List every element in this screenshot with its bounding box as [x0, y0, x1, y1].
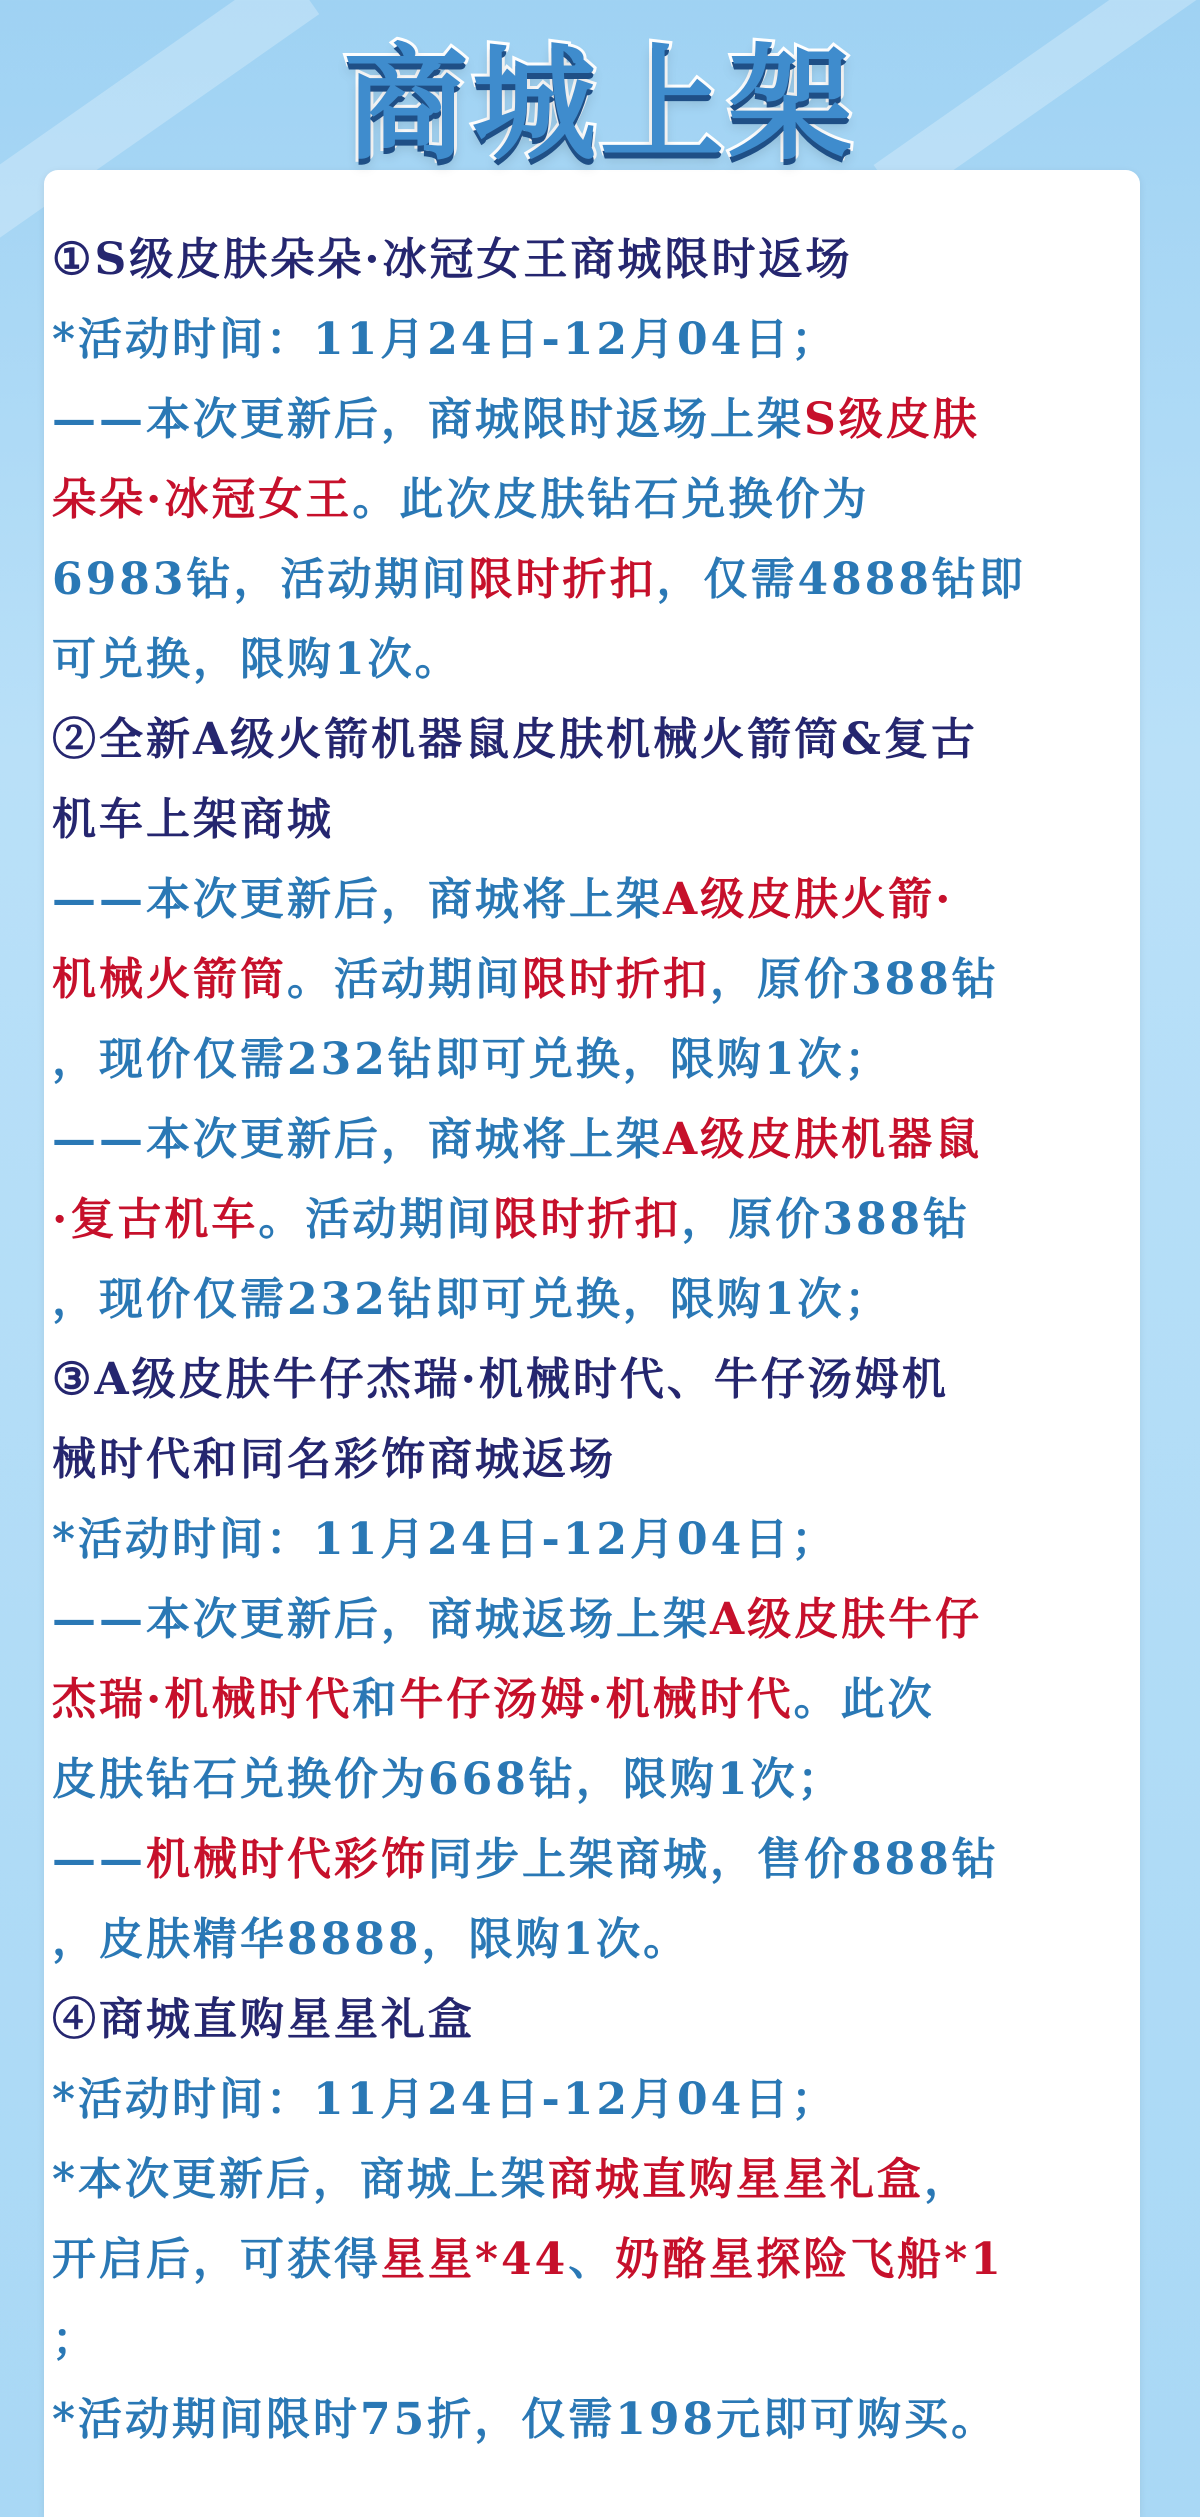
body-text-line — [52, 1020, 1142, 1100]
text-segment: ， — [924, 2154, 972, 2205]
page-title: 商城上架 — [343, 33, 856, 177]
text-segment: ，现价仅需232钻即可兑换，限购1次； — [52, 1034, 892, 1085]
highlight-text: A级皮肤火箭· — [663, 874, 954, 925]
highlight-text: A级皮肤牛仔 — [710, 1594, 983, 1645]
body-text-line — [52, 1740, 1142, 1820]
section-heading-line — [52, 780, 1142, 860]
text-segment: *活动时间：11月24日-12月04日； — [52, 2074, 839, 2125]
body-text-line — [52, 940, 1142, 1020]
body-text-line — [52, 460, 1142, 540]
text-segment: 可兑换，限购1次。 — [52, 634, 462, 685]
highlight-text: 星星*44 — [381, 2234, 569, 2285]
body-text-line — [52, 2140, 1142, 2220]
section-heading-line — [52, 1420, 1142, 1500]
text-segment: ，原价388钻 — [710, 954, 999, 1005]
body-text-line — [52, 300, 1142, 380]
body-text-line — [52, 1100, 1142, 1180]
body-text-line — [52, 1660, 1142, 1740]
text-segment: 械时代和同名彩饰商城返场 — [52, 1434, 616, 1485]
text-segment: ——本次更新后，商城限时返场上架 — [52, 394, 804, 445]
text-segment: ，仅需4888钻即 — [656, 554, 1026, 605]
body-text-line — [52, 1900, 1142, 1980]
highlight-text: 机械火箭筒 — [52, 954, 287, 1005]
text-segment: ③A级皮肤牛仔杰瑞·机械时代、牛仔汤姆机 — [52, 1354, 949, 1405]
body-text-line — [52, 2060, 1142, 2140]
text-segment: ，现价仅需232钻即可兑换，限购1次； — [52, 1274, 892, 1325]
highlight-text: 奶酪星探险飞船*1 — [615, 2234, 1004, 2285]
highlight-text: ·复古机车 — [52, 1194, 259, 1245]
text-segment: 。此次皮肤钻石兑换价为 — [352, 474, 870, 525]
body-text-line — [52, 1580, 1142, 1660]
text-segment: ——本次更新后，商城将上架 — [52, 874, 663, 925]
text-segment: *本次更新后，商城上架 — [52, 2154, 549, 2205]
text-segment: ④商城直购星星礼盒 — [52, 1994, 475, 2045]
body-text-line — [52, 2300, 1142, 2380]
highlight-text: 杰瑞·机械时代 — [52, 1674, 353, 1725]
highlight-text: 限时折扣 — [522, 954, 710, 1005]
body-text-line — [52, 860, 1142, 940]
announcement-body — [52, 220, 1142, 2460]
body-text-line — [52, 1820, 1142, 1900]
highlight-text: 限时折扣 — [468, 554, 657, 605]
highlight-text: 牛仔汤姆·机械时代 — [399, 1674, 794, 1725]
text-segment: ，皮肤精华8888，限购1次。 — [52, 1914, 691, 1965]
body-text-line — [52, 1260, 1142, 1340]
text-segment: 。活动期间 — [258, 1194, 494, 1245]
section-heading-line — [52, 1980, 1142, 2060]
text-segment: *活动期间限时75折，仅需198元即可购买。 — [52, 2394, 999, 2445]
text-segment: *活动时间：11月24日-12月04日； — [52, 1514, 839, 1565]
body-text-line — [52, 620, 1142, 700]
text-segment: 6983钻，活动期间 — [52, 554, 469, 605]
highlight-text: 限时折扣 — [493, 1194, 682, 1245]
body-text-line — [52, 2380, 1142, 2460]
highlight-text: 朵朵·冰冠女王 — [52, 474, 353, 525]
text-segment: 开启后，可获得 — [52, 2234, 381, 2285]
section-heading-line — [52, 1340, 1142, 1420]
highlight-text: 机械时代彩饰 — [146, 1834, 428, 1885]
body-text-line — [52, 540, 1142, 620]
body-text-line — [52, 1180, 1142, 1260]
text-segment: 。此次 — [793, 1674, 935, 1725]
text-segment: 和 — [352, 1674, 400, 1725]
text-segment: —— — [52, 1834, 146, 1885]
text-segment: 、 — [568, 2234, 616, 2285]
body-text-line — [52, 2220, 1142, 2300]
text-segment: ②全新A级火箭机器鼠皮肤机械火箭筒&复古 — [52, 714, 978, 765]
highlight-text: 商城直购星星礼盒 — [548, 2154, 925, 2205]
highlight-text: S级皮肤 — [804, 394, 980, 445]
text-segment: *活动时间：11月24日-12月04日； — [52, 314, 839, 365]
text-segment: ，原价388钻 — [681, 1194, 971, 1245]
text-segment: ①S级皮肤朵朵·冰冠女王商城限时返场 — [52, 234, 853, 285]
text-segment: ——本次更新后，商城将上架 — [52, 1114, 663, 1165]
text-segment: 。活动期间 — [287, 954, 522, 1005]
highlight-text: A级皮肤机器鼠 — [663, 1114, 983, 1165]
body-text-line — [52, 1500, 1142, 1580]
body-text-line — [52, 380, 1142, 460]
text-segment: ——本次更新后，商城返场上架 — [52, 1594, 710, 1645]
text-segment: 皮肤钻石兑换价为668钻，限购1次； — [52, 1754, 845, 1805]
text-segment: 机车上架商城 — [52, 794, 334, 845]
text-segment: 同步上架商城，售价888钻 — [428, 1834, 999, 1885]
section-heading-line — [52, 220, 1142, 300]
section-heading-line — [52, 700, 1142, 780]
text-segment: ； — [52, 2314, 99, 2365]
